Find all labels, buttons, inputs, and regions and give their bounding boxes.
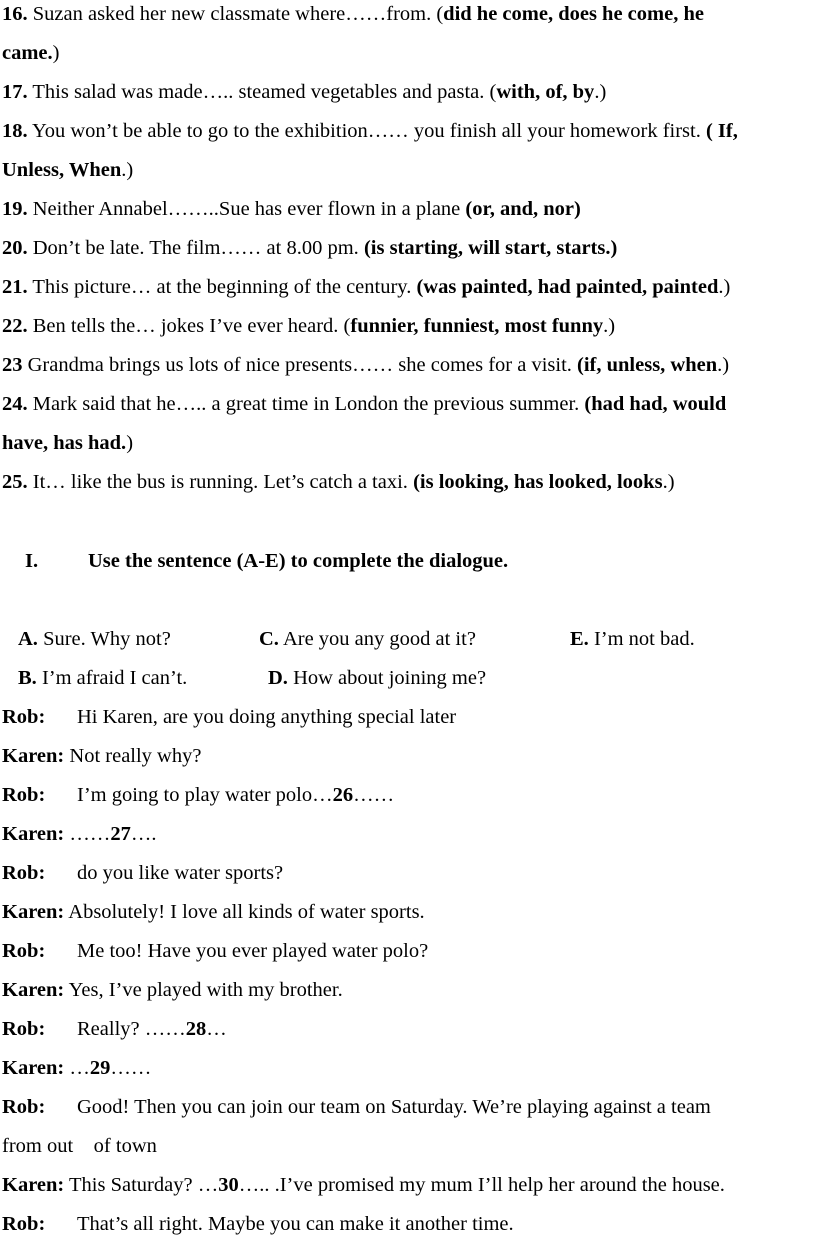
section-title: Use the sentence (A-E) to complete the dialogue. — [88, 550, 509, 572]
question-21: 21. This picture… at the beginning of the century. (was painted, had painted, painted.) — [2, 276, 731, 298]
dialogue-line: Rob: Good! Then you can join our team on Saturday. We’re playing against a team — [2, 1096, 711, 1118]
section-number: I. — [25, 550, 39, 572]
question-23: 23 Grandma brings us lots of nice presents…… she comes for a visit. (if, unless, when.) — [2, 354, 730, 376]
dialogue-line: Karen: This Saturday? …30….. .I’ve promised my mum I’ll help her around the house. — [2, 1174, 725, 1196]
dialogue-line: Rob: Me too! Have you ever played water polo? — [2, 940, 429, 962]
dialogue-line-continued: from out of town — [2, 1135, 157, 1157]
question-16: 16. Suzan asked her new classmate where……from. (did he come, does he come, he — [2, 3, 704, 25]
question-24-continued: have, has had.) — [2, 432, 134, 454]
option-c: C. Are you any good at it? — [259, 628, 476, 650]
option-b: B. I’m afraid I can’t. — [18, 667, 188, 689]
dialogue-line: Rob: Hi Karen, are you doing anything special later — [2, 706, 457, 728]
question-18: 18. You won’t be able to go to the exhibition…… you finish all your homework first. ( If, — [2, 120, 738, 142]
question-17: 17. This salad was made….. steamed vegetables and pasta. (with, of, by.) — [2, 81, 607, 103]
option-e: E. I’m not bad. — [570, 628, 695, 650]
dialogue-line: Karen: …29…… — [2, 1057, 152, 1079]
dialogue-line: Karen: Yes, I’ve played with my brother. — [2, 979, 343, 1001]
dialogue-line: Karen: ……27…. — [2, 823, 157, 845]
option-d: D. How about joining me? — [268, 667, 487, 689]
dialogue-line: Karen: Not really why? — [2, 745, 202, 767]
dialogue-line: Rob: do you like water sports? — [2, 862, 284, 884]
dialogue-line: Rob: I’m going to play water polo…26…… — [2, 784, 395, 806]
question-18-continued: Unless, When.) — [2, 159, 134, 181]
question-20: 20. Don’t be late. The film…… at 8.00 pm. (is starting, will start, starts.) — [2, 237, 618, 259]
question-24: 24. Mark said that he….. a great time in London the previous summer. (had had, would — [2, 393, 727, 415]
question-16-continued: came.) — [2, 42, 60, 64]
question-25: 25. It… like the bus is running. Let’s catch a taxi. (is looking, has looked, looks.) — [2, 471, 675, 493]
dialogue-line: Rob: Really? ……28… — [2, 1018, 227, 1040]
dialogue-line: Rob: That’s all right. Maybe you can make it another time. — [2, 1213, 514, 1235]
question-22: 22. Ben tells the… jokes I’ve ever heard. (funnier, funniest, most funny.) — [2, 315, 616, 337]
section-heading — [25, 549, 508, 573]
dialogue-line: Karen: Absolutely! I love all kinds of water sports. — [2, 901, 425, 923]
option-a: A. Sure. Why not? — [18, 628, 171, 650]
question-19: 19. Neither Annabel……..Sue has ever flown in a plane (or, and, nor) — [2, 198, 581, 220]
